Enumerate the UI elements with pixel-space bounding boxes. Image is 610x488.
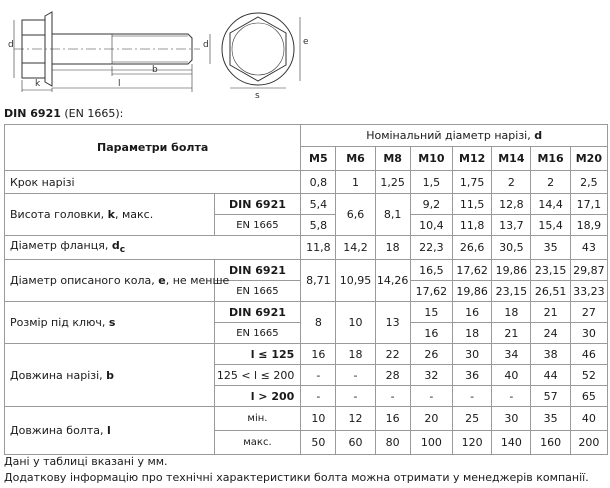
standard-title [4,107,123,120]
dim-d2-label: d [203,40,209,50]
bolt-length-row-max: макс. 50 60 80 100 120 140 160 200 [5,431,608,455]
note-units: Дані у таблиці вказані у мм. [4,455,168,468]
hex-outline [230,17,286,81]
head-height-row-en: EN 1665 5,8 10,4 11,8 13,7 15,4 18,9 [5,215,608,236]
pitch-row: Крок нарізі 0,8 1 1,25 1,5 1,75 2 2 2,5 [5,171,608,194]
params-header: Параметри болта [5,125,301,171]
sizes-row: M5 M6 M8 M10 M12 M14 M16 M20 [5,147,608,171]
flange-row: Діаметр фланця, $d_c$ 11,8 14,2 18 22,3 26,6 30,5 35 43 [5,236,608,260]
wrench-row-en: EN 1665 16 18 21 24 30 [5,323,608,344]
thread-length-row-2: 125 < l ≤ 200 - - 28 32 36 40 44 52 [5,365,608,386]
dim-d-label: d [8,40,14,50]
circle-row-en: EN 1665 17,62 19,86 23,15 26,51 33,23 [5,281,608,302]
bolt-technical-drawing [0,0,610,104]
dim-e-label: e [303,37,309,47]
thread-length-row-3: l > 200 - - - - - - 57 65 [5,386,608,407]
thread-length-row-1: Довжина нарізі, b l ≤ 125 16 18 22 26 30 34 38 46 [5,344,608,365]
dim-l-label: l [118,79,121,89]
dim-s-label: s [255,91,260,101]
head-height-label: Висота головки, k, макс. [5,194,215,236]
bolt-parameters-table [4,124,608,455]
dim-k-label: k [35,79,41,89]
dim-b-label: b [152,65,158,75]
standard-en: (EN 1665): [64,107,124,120]
bolt-length-row-min: Довжина болта, l мін. 10 12 16 20 25 30 35 40 [5,407,608,431]
note-contact: Додаткову інформацію про технічні характеристики болта можна отримати у менеджерів компанії. [4,471,589,484]
flange-circle [222,13,294,85]
head-height-row-din: Висота головки, k, макс. DIN 6921 5,4 6,6 8,1 9,2 11,5 12,8 14,4 17,1 [5,194,608,215]
wrench-row-din: Розмір під ключ, s DIN 6921 8 10 13 15 16 18 21 27 [5,302,608,323]
circle-row-din: Діаметр описаного кола, e, не менше DIN 6921 8,71 10,95 14,26 16,5 17,62 19,86 23,15 29,87 [5,260,608,281]
nominal-diameter-header: Номінальний діаметр нарізі, d [301,125,608,147]
standard-din: DIN 6921 [4,107,61,120]
